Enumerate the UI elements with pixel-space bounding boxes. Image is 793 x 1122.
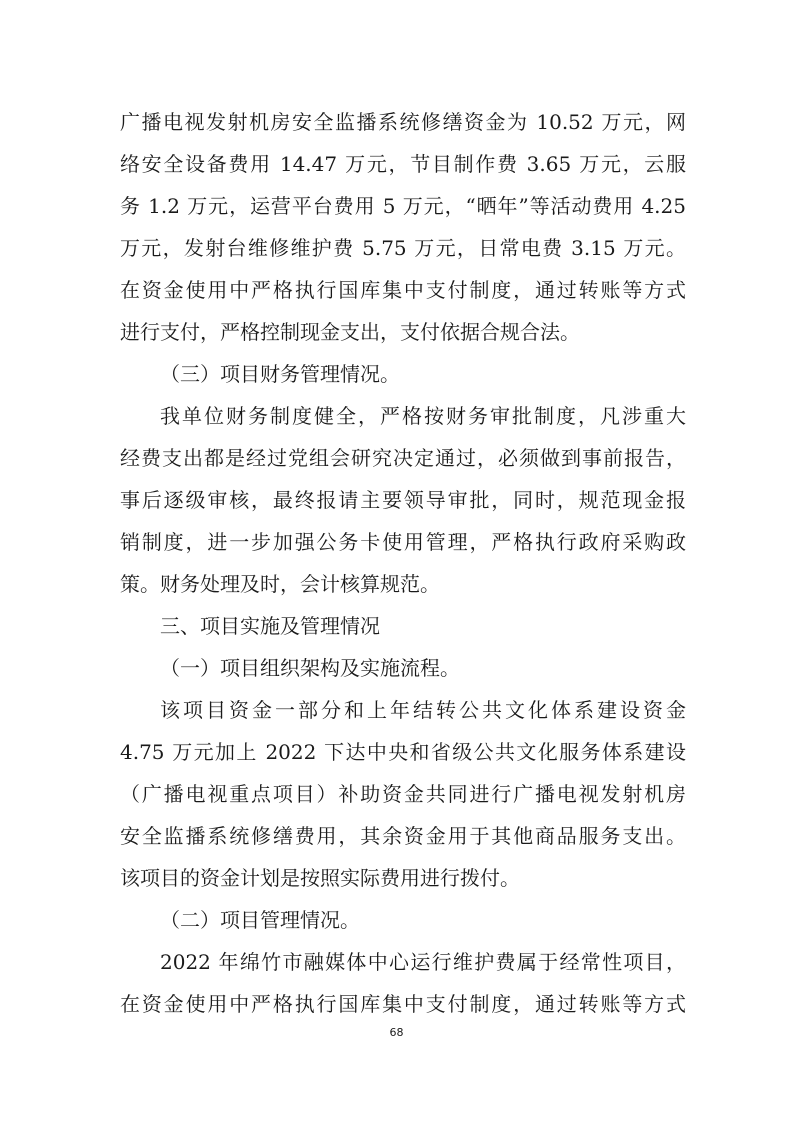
paragraph-line: 4.75 万元加上 2022 下达中央和省级公共文化服务体系建设 (120, 740, 686, 764)
paragraph-line: 务 1.2 万元，运营平台费用 5 万元，“晒年”等活动费用 4.25 (120, 194, 686, 218)
paragraph-line: 销制度，进一步加强公务卡使用管理，严格执行政府采购政 (120, 530, 686, 554)
paragraph-line: （广播电视重点项目）补助资金共同进行广播电视发射机房 (120, 782, 686, 806)
section-heading: （三）项目财务管理情况。 (160, 362, 400, 386)
paragraph-line: 我单位财务制度健全，严格按财务审批制度，凡涉重大 (160, 404, 686, 428)
paragraph-line: 该项目的资金计划是按照实际费用进行拨付。 (120, 866, 520, 890)
paragraph-line: 安全监播系统修缮费用，其余资金用于其他商品服务支出。 (120, 824, 686, 848)
paragraph-line: 事后逐级审核，最终报请主要领导审批，同时，规范现金报 (120, 488, 686, 512)
section-heading: 三、项目实施及管理情况 (160, 614, 380, 638)
section-heading: （二）项目管理情况。 (160, 908, 360, 932)
body-text (120, 101, 686, 1025)
page-number: 68 (389, 1026, 404, 1039)
paragraph-line: 万元，发射台维修维护费 5.75 万元，日常电费 3.15 万元。 (120, 236, 686, 260)
paragraph-line: 进行支付，严格控制现金支出，支付依据合规合法。 (120, 320, 580, 344)
paragraph-line: 该项目资金一部分和上年结转公共文化体系建设资金 (160, 698, 686, 722)
section-heading: （一）项目组织架构及实施流程。 (160, 656, 460, 680)
paragraph-line: 络安全设备费用 14.47 万元，节目制作费 3.65 万元，云服 (120, 152, 686, 176)
paragraph-line: 广播电视发射机房安全监播系统修缮资金为 10.52 万元，网 (120, 110, 686, 134)
paragraph-line: 在资金使用中严格执行国库集中支付制度，通过转账等方式 (120, 278, 686, 302)
paragraph-line: 在资金使用中严格执行国库集中支付制度，通过转账等方式 (120, 992, 686, 1016)
paragraph-line: 经费支出都是经过党组会研究决定通过，必须做到事前报告， (120, 446, 686, 470)
paragraph-line: 策。财务处理及时，会计核算规范。 (120, 572, 440, 596)
paragraph-line: 2022 年绵竹市融媒体中心运行维护费属于经常性项目， (160, 950, 686, 974)
